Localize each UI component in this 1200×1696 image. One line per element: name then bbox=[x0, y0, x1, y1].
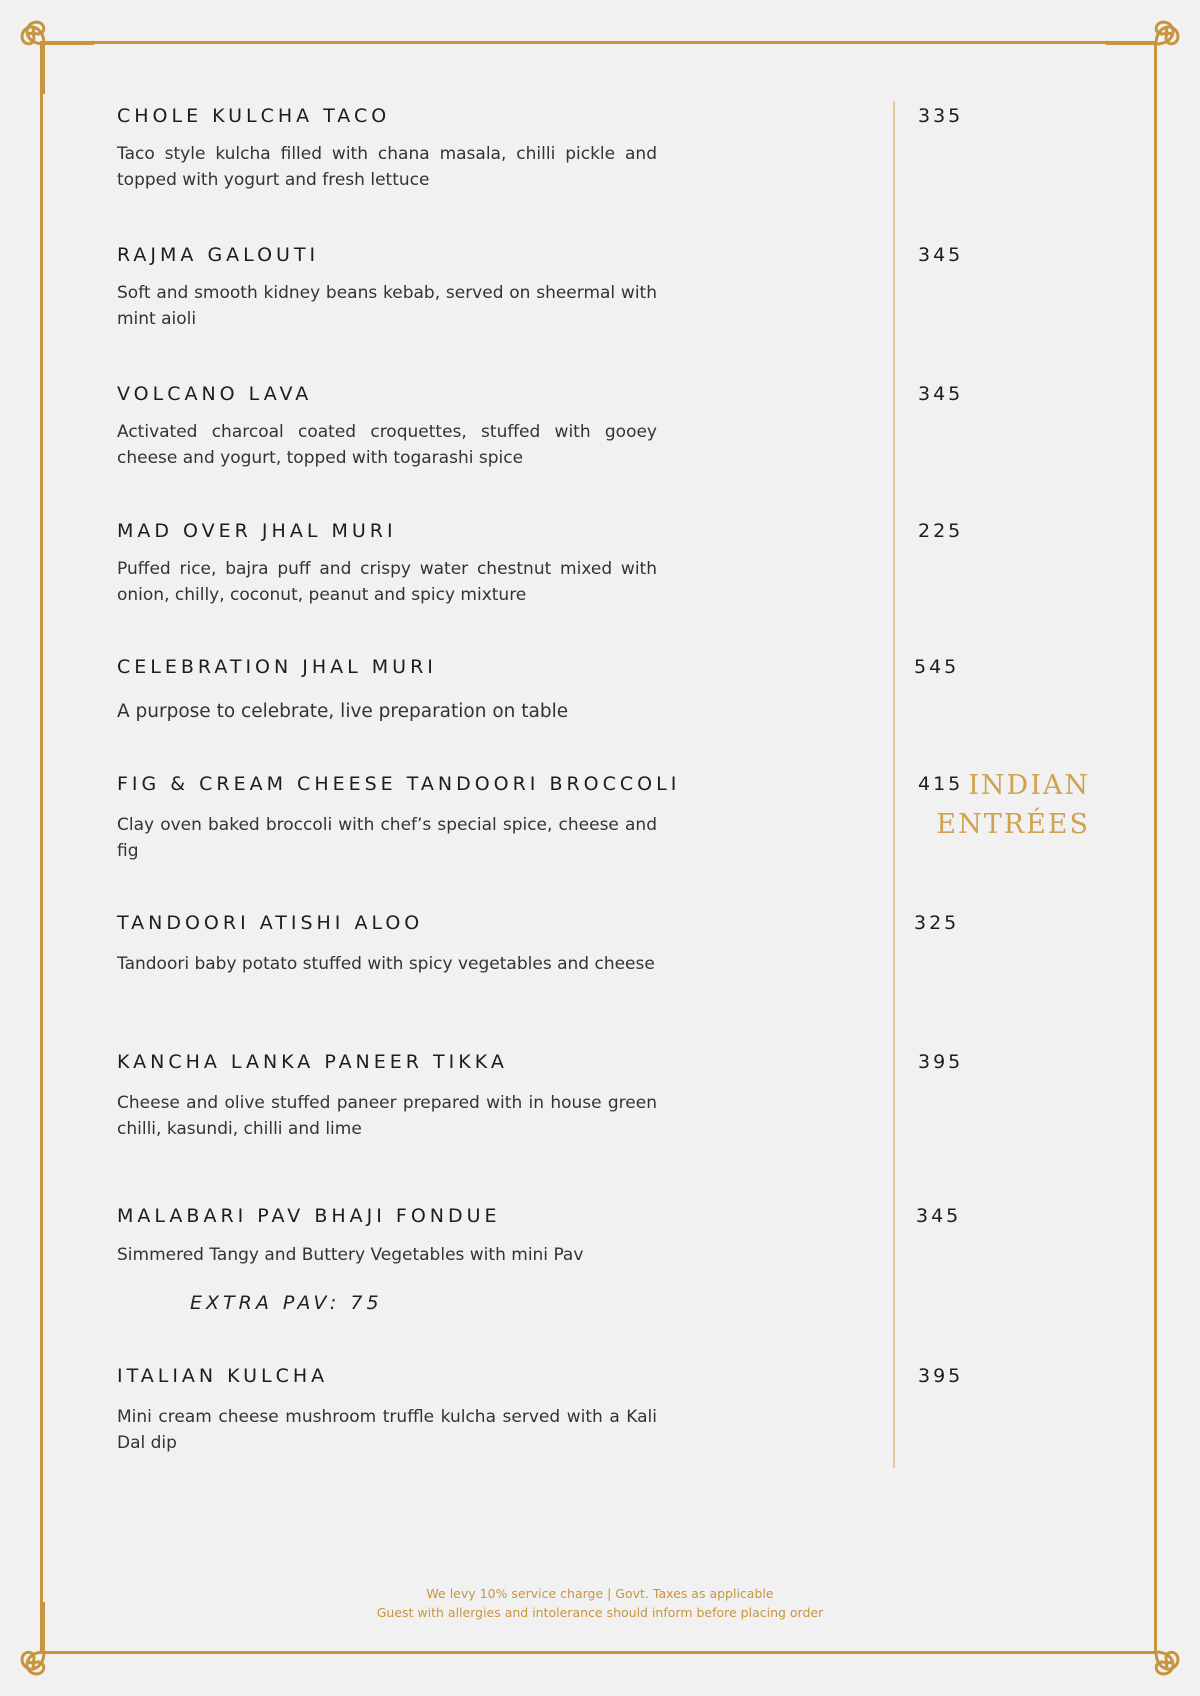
item-description: Simmered Tangy and Buttery Vegetables with mini Pav bbox=[117, 1245, 584, 1265]
item-price: 415 bbox=[918, 773, 964, 795]
item-name: CELEBRATION JHAL MURI bbox=[117, 656, 437, 678]
menu-item bbox=[117, 104, 964, 193]
item-name: RAJMA GALOUTI bbox=[117, 244, 320, 266]
section-title-line: ENTRÉES bbox=[936, 809, 1090, 840]
menu-item bbox=[117, 382, 964, 471]
menu-item bbox=[117, 655, 960, 725]
footer-allergy-notice: Guest with allergies and intolerance should inform before placing order bbox=[376, 1605, 824, 1620]
item-name: KANCHA LANKA PANEER TIKKA bbox=[117, 1051, 508, 1073]
footer bbox=[0, 1584, 1200, 1622]
item-description: Tandoori baby potato stuffed with spicy vegetables and cheese bbox=[117, 954, 655, 974]
corner-flourish-icon bbox=[1096, 14, 1186, 104]
item-price: 345 bbox=[916, 1205, 962, 1227]
menu-item bbox=[117, 911, 960, 977]
item-price: 325 bbox=[914, 912, 960, 934]
footer-service-charge: We levy 10% service charge | Govt. Taxes as applicable bbox=[426, 1586, 774, 1601]
vertical-divider bbox=[893, 101, 895, 1468]
item-description: Mini cream cheese mushroom truffle kulcha served with a Kali Dal dip bbox=[117, 1407, 657, 1453]
menu-item bbox=[117, 243, 964, 332]
item-name: MALABARI PAV BHAJI FONDUE bbox=[117, 1205, 501, 1227]
item-name: CHOLE KULCHA TACO bbox=[117, 105, 391, 127]
item-price: 545 bbox=[914, 656, 960, 678]
item-description: A purpose to celebrate, live preparation on table bbox=[117, 701, 569, 722]
item-name: FIG & CREAM CHEESE TANDOORI BROCCOLI bbox=[117, 773, 681, 795]
extra-note: EXTRA PAV: 75 bbox=[190, 1292, 383, 1314]
menu-item bbox=[117, 519, 964, 608]
section-title-line: INDIAN bbox=[968, 770, 1090, 801]
menu-item bbox=[117, 1050, 964, 1142]
item-name: ITALIAN KULCHA bbox=[117, 1365, 329, 1387]
item-name: TANDOORI ATISHI ALOO bbox=[117, 912, 424, 934]
item-name: VOLCANO LAVA bbox=[117, 383, 313, 405]
item-price: 335 bbox=[918, 105, 964, 127]
menu-item bbox=[117, 1364, 964, 1456]
item-price: 345 bbox=[918, 244, 964, 266]
item-price: 225 bbox=[918, 520, 964, 542]
menu-item bbox=[117, 1204, 962, 1268]
item-price: 395 bbox=[918, 1051, 964, 1073]
item-description: Taco style kulcha filled with chana masala, chilli pickle and topped with yogurt and fresh lettuce bbox=[117, 144, 657, 190]
item-description: Activated charcoal coated croquettes, stuffed with gooey cheese and yogurt, topped with togarashi spice bbox=[117, 422, 657, 468]
item-description: Soft and smooth kidney beans kebab, served on sheermal with mint aioli bbox=[117, 283, 657, 329]
item-price: 345 bbox=[918, 383, 964, 405]
menu-item bbox=[117, 772, 964, 864]
item-description: Cheese and olive stuffed paneer prepared with in house green chilli, kasundi, chilli and lime bbox=[117, 1093, 657, 1139]
item-price: 395 bbox=[918, 1365, 964, 1387]
item-description: Clay oven baked broccoli with chef’s special spice, cheese and fig bbox=[117, 815, 657, 861]
item-name: MAD OVER JHAL MURI bbox=[117, 520, 397, 542]
item-description: Puffed rice, bajra puff and crispy water chestnut mixed with onion, chilly, coconut, peanut and spicy mixture bbox=[117, 559, 657, 605]
corner-flourish-icon bbox=[14, 14, 104, 104]
